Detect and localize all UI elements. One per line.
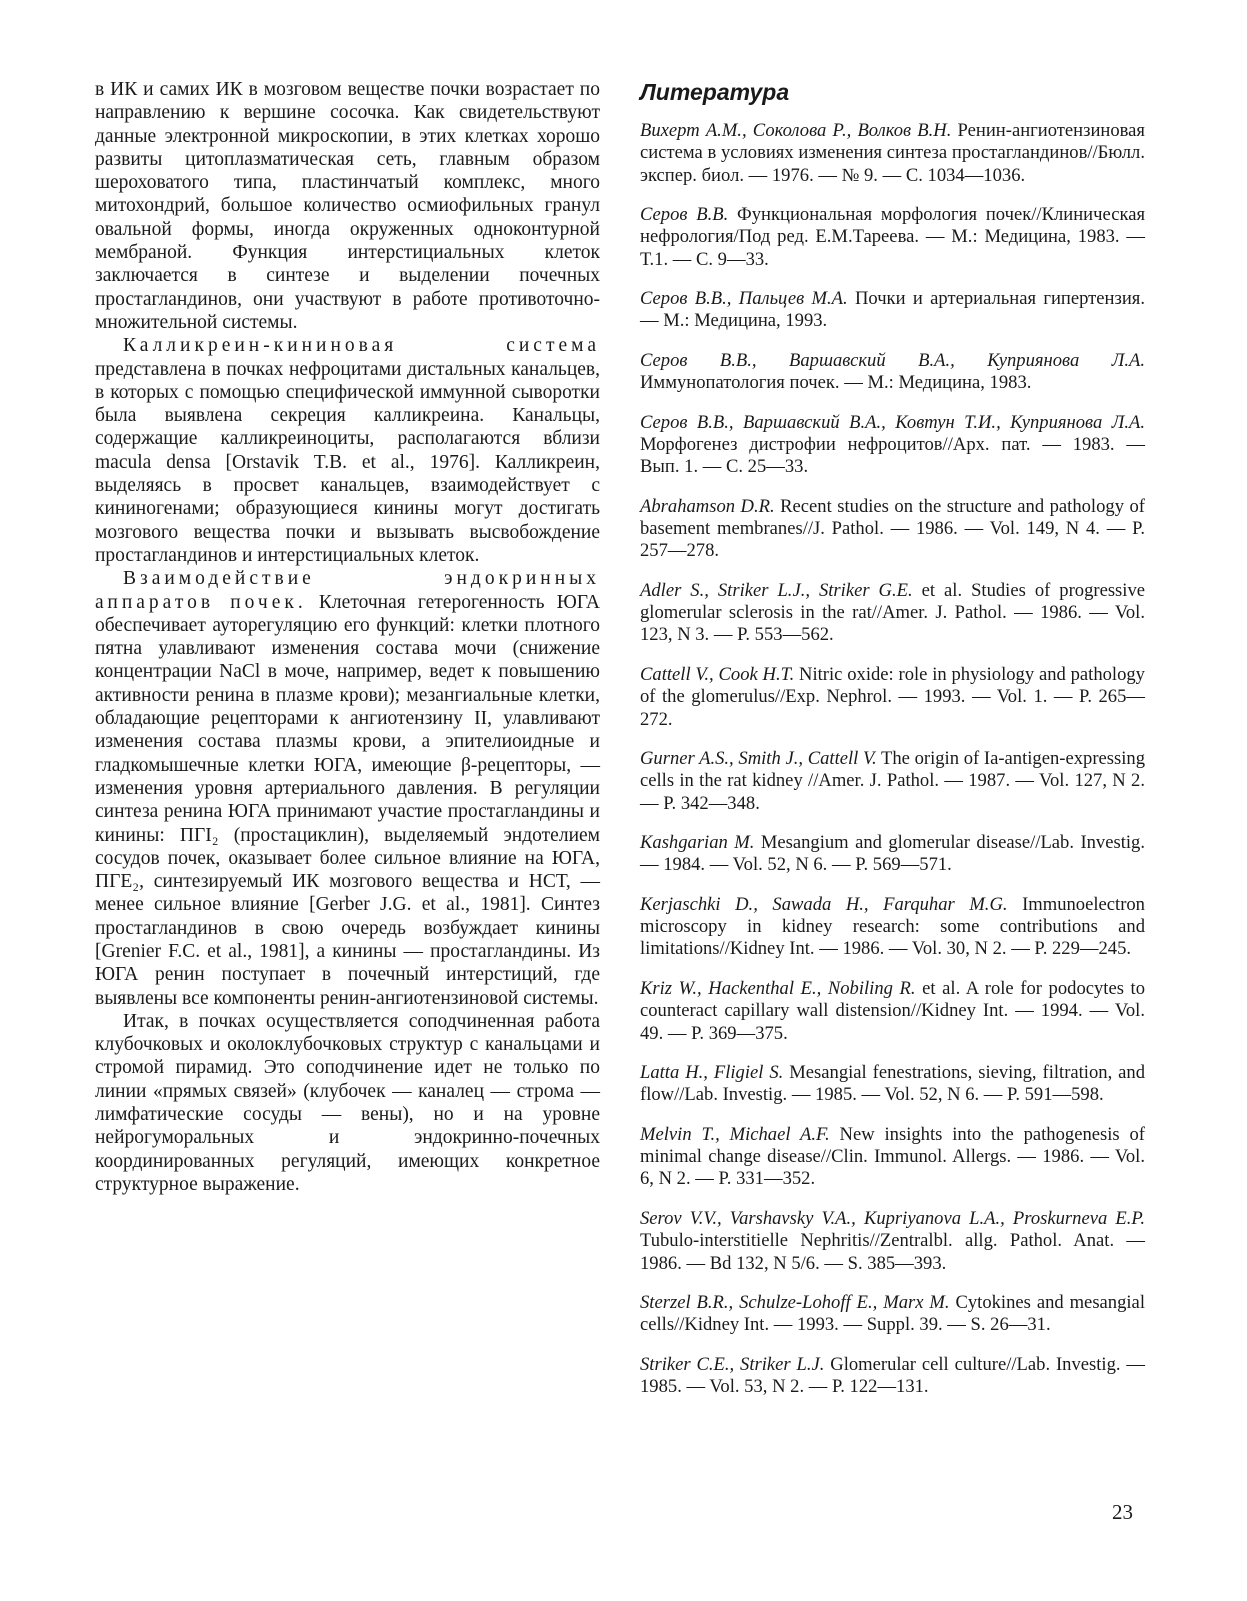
reference-authors: Melvin T., Michael A.F. (640, 1123, 830, 1145)
reference-authors: Sterzel B.R., Schulze-Lohoff E., Marx M. (640, 1291, 950, 1313)
reference-text: Glomerular cell culture//Lab. Investig. — 1985. — Vol. 53, N 2. — P. 122—131. (640, 1353, 1145, 1398)
reference-text: Mesangial fenestrations, sieving, filtration, and flow//Lab. Investig. — 1985. — Vol. 52, N 6. — P. 591—598. (640, 1062, 1145, 1106)
reference-text: Ренин-ангиотензиновая система в условиях изменения синтеза простагландинов//Бюлл. экспер. биол. — 1976. — № 9. — С. 1034—1036. (640, 120, 1145, 186)
references-column (640, 78, 1145, 1416)
reference-item (640, 1062, 1145, 1107)
body-text (95, 78, 600, 1196)
reference-authors: Серов В.В., Пальцев М.А. (640, 288, 848, 310)
reference-text: The origin of Ia-antigen-expressing cells in the rat kidney //Amer. J. Pathol. — 1987. — Vol. 127, N 2. — P. 342—348. (640, 748, 1145, 814)
reference-text: Иммунопатология почек. — М.: Медицина, 1983. (640, 372, 1032, 394)
section-run-in-heading: Калликреин-кининовая система (123, 335, 600, 357)
section-run-in-heading: Взаимодействие эндокринных аппаратов почек. (95, 568, 600, 613)
reference-authors: Abrahamson D.R. (640, 495, 775, 517)
body-text-column (95, 78, 600, 1196)
paragraph-endocrine-interaction: Взаимодействие эндокринных аппаратов почек. Клеточная гетерогенность ЮГА обеспечивает ауторегуляцию его функций: клетки плотного пятна улавливают изменения состава мочи (снижение концентрации NaCl в моче, например, ведет к повышению активности ренина в плазме крови); мезангиальные клетки, обладающие рецепторами к ангиотензину II, улавливают изменения состава плазмы крови, а эпителиоидные и гладкомышечные клетки ЮГА, имеющие β-рецепторы, — изменения уровня артериального давления. В регуляции синтеза ренина ЮГА принимают участие простагландины и кинины: ПГI₂ (простациклин), выделяемый эндотелием сосудов почек, оказывает более сильное влияние на ЮГА, ПГЕ₂, синтезируемый ИК мозгового вещества и НСТ, — менее сильное влияние [Gerber J.G. et al., 1981]. Синтез простагландинов в свою очередь возбуждает кинины [Grenier F.C. et al., 1981], а кинины — простагландины. Из ЮГА ренин поступает в почечный интерстиций, где выявлены все компоненты ренин-ангиотензиновой системы. (95, 568, 600, 1009)
reference-item (640, 496, 1145, 563)
reference-item (640, 412, 1145, 479)
paragraph: в ИК и самих ИК в мозговом веществе почки возрастает по направлению к вершине сосочка. Как свидетельствуют данные электронной микроскопии, в этих клетках хорошо развиты цитоплазматическая сеть, главным образом шероховатого типа, пластинчатый комплекс, много митохондрий, большое количество осмиофильных гранул овальной формы, иногда окруженных одноконтурной мембраной. Функция интерстициальных клеток заключается в синтезе и выделении почечных простагландинов, они участвуют в работе противоточно-множительной системы. (95, 79, 600, 333)
reference-text: et al. A role for podocytes to counteract capillary wall distension//Kidney Int. — 1994. — Vol. 49. — P. 369—375. (640, 977, 1145, 1044)
reference-authors: Kriz W., Hackenthal E., Nobiling R. (640, 977, 916, 999)
reference-item (640, 978, 1145, 1045)
reference-text: Nitric oxide: role in physiology and pathology of the glomerulus//Exp. Nephrol. — 1993. — Vol. 1. — P. 265—272. (640, 663, 1145, 730)
reference-item (640, 1208, 1145, 1275)
reference-text: et al. Studies of progressive glomerular sclerosis in the rat//Amer. J. Pathol. — 1986. — Vol. 123, N 3. — P. 553—562. (640, 579, 1146, 646)
reference-text: Mesangium and glomerular disease//Lab. Investig. — 1984. — Vol. 52, N 6. — P. 569—571. (640, 832, 1145, 876)
reference-item (640, 894, 1145, 961)
reference-item (640, 580, 1145, 647)
reference-item (640, 1354, 1145, 1399)
references-heading: Литература (640, 79, 790, 105)
reference-authors: Серов В.В., Варшавский В.А., Куприянова Л.А. (640, 349, 1145, 371)
reference-text: New insights into the pathogenesis of minimal change disease//Clin. Immunol. Allergs. — 1986. — Vol. 6, N 2. — P. 331—352. (640, 1123, 1145, 1190)
reference-item (640, 350, 1145, 395)
page-number: 23 (1112, 1500, 1133, 1524)
reference-authors: Latta H., Fligiel S. (640, 1062, 784, 1084)
reference-authors: Serov V.V., Varshavsky V.A., Kupriyanova L.A., Proskurneva E.P. (640, 1207, 1145, 1229)
reference-text: Cytokines and mesangial cells//Kidney Int. — 1993. — Suppl. 39. — S. 26—31. (640, 1291, 1145, 1336)
reference-authors: Вихерт А.М., Соколова Р., Волков В.Н. (640, 120, 952, 141)
reference-text: Recent studies on the structure and pathology of basement membranes//J. Pathol. — 1986. — Vol. 149, N 4. — P. 257—278. (640, 495, 1145, 562)
reference-item (640, 832, 1145, 877)
reference-item (640, 664, 1145, 731)
reference-authors: Серов В.В., Варшавский В.А., Ковтун Т.И., Куприянова Л.А. (640, 411, 1145, 433)
reference-item (640, 1292, 1145, 1337)
paragraph-conclusion: Итак, в почках осуществляется соподчиненная работа клубочковых и околоклубочковых структур с канальцами и стромой пирамид. Это соподчинение идет не только по линии «прямых связей» (клубочек — каналец — строма — лимфатические сосуды — вены), но и на уровне нейрогуморальных и эндокринно-почечных координированных регуляций, имеющих конкретное структурное выражение. (95, 1010, 600, 1195)
reference-authors: Adler S., Striker L.J., Striker G.E. (640, 579, 913, 601)
reference-text: Функциональная морфология почек//Клиническая нефрология/Под ред. Е.М.Тареева. — М.: Медицина, 1983. — Т.1. — С. 9—33. (640, 204, 1146, 270)
reference-item (640, 748, 1145, 815)
reference-text: Tubulo-interstitielle Nephritis//Zentralbl. allg. Pathol. Anat. — 1986. — Bd 132, N 5/6. — S. 385—393. (640, 1230, 1145, 1274)
reference-text: Immunoelectron microscopy in kidney research: some contributions and limitations//Kidney Int. — 1986. — Vol. 30, N 2. — P. 229—245. (640, 893, 1145, 960)
reference-item (640, 288, 1145, 333)
reference-item (640, 1124, 1145, 1191)
paragraph-kallikrein-kinin-system: Калликреин-кининовая система представлена в почках нефроцитами дистальных канальцев, в которых с помощью специфической иммунной сыворотки была выявлена секреция калликреина. Канальцы, содержащие калликреиноциты, располагаются вблизи macula densa [Orstavik T.B. et al., 1976]. Калликреин, выделяясь в просвет канальцев, взаимодействует с кининогенами; образующиеся кинины могут достигать мозгового вещества почки и вызывать высвобождение простагландинов и интерстициальных клеток. (95, 335, 600, 566)
reference-authors: Kashgarian M. (640, 832, 755, 854)
reference-authors: Серов В.В. (640, 204, 729, 226)
reference-text: Морфогенез дистрофии нефроцитов//Арх. пат. — 1983. — Вып. 1. — С. 25—33. (640, 434, 1145, 478)
reference-authors: Cattell V., Cook H.T. (640, 663, 795, 685)
reference-text: Почки и артериальная гипертензия. — М.: Медицина, 1993. (640, 288, 1145, 332)
references-list (640, 120, 1145, 1398)
reference-item (640, 204, 1145, 271)
reference-item (640, 120, 1145, 187)
reference-authors: Gurner A.S., Smith J., Cattell V. (640, 748, 877, 770)
reference-authors: Striker C.E., Striker L.J. (640, 1353, 825, 1375)
reference-authors: Kerjaschki D., Sawada H., Farquhar M.G. (640, 893, 1008, 915)
